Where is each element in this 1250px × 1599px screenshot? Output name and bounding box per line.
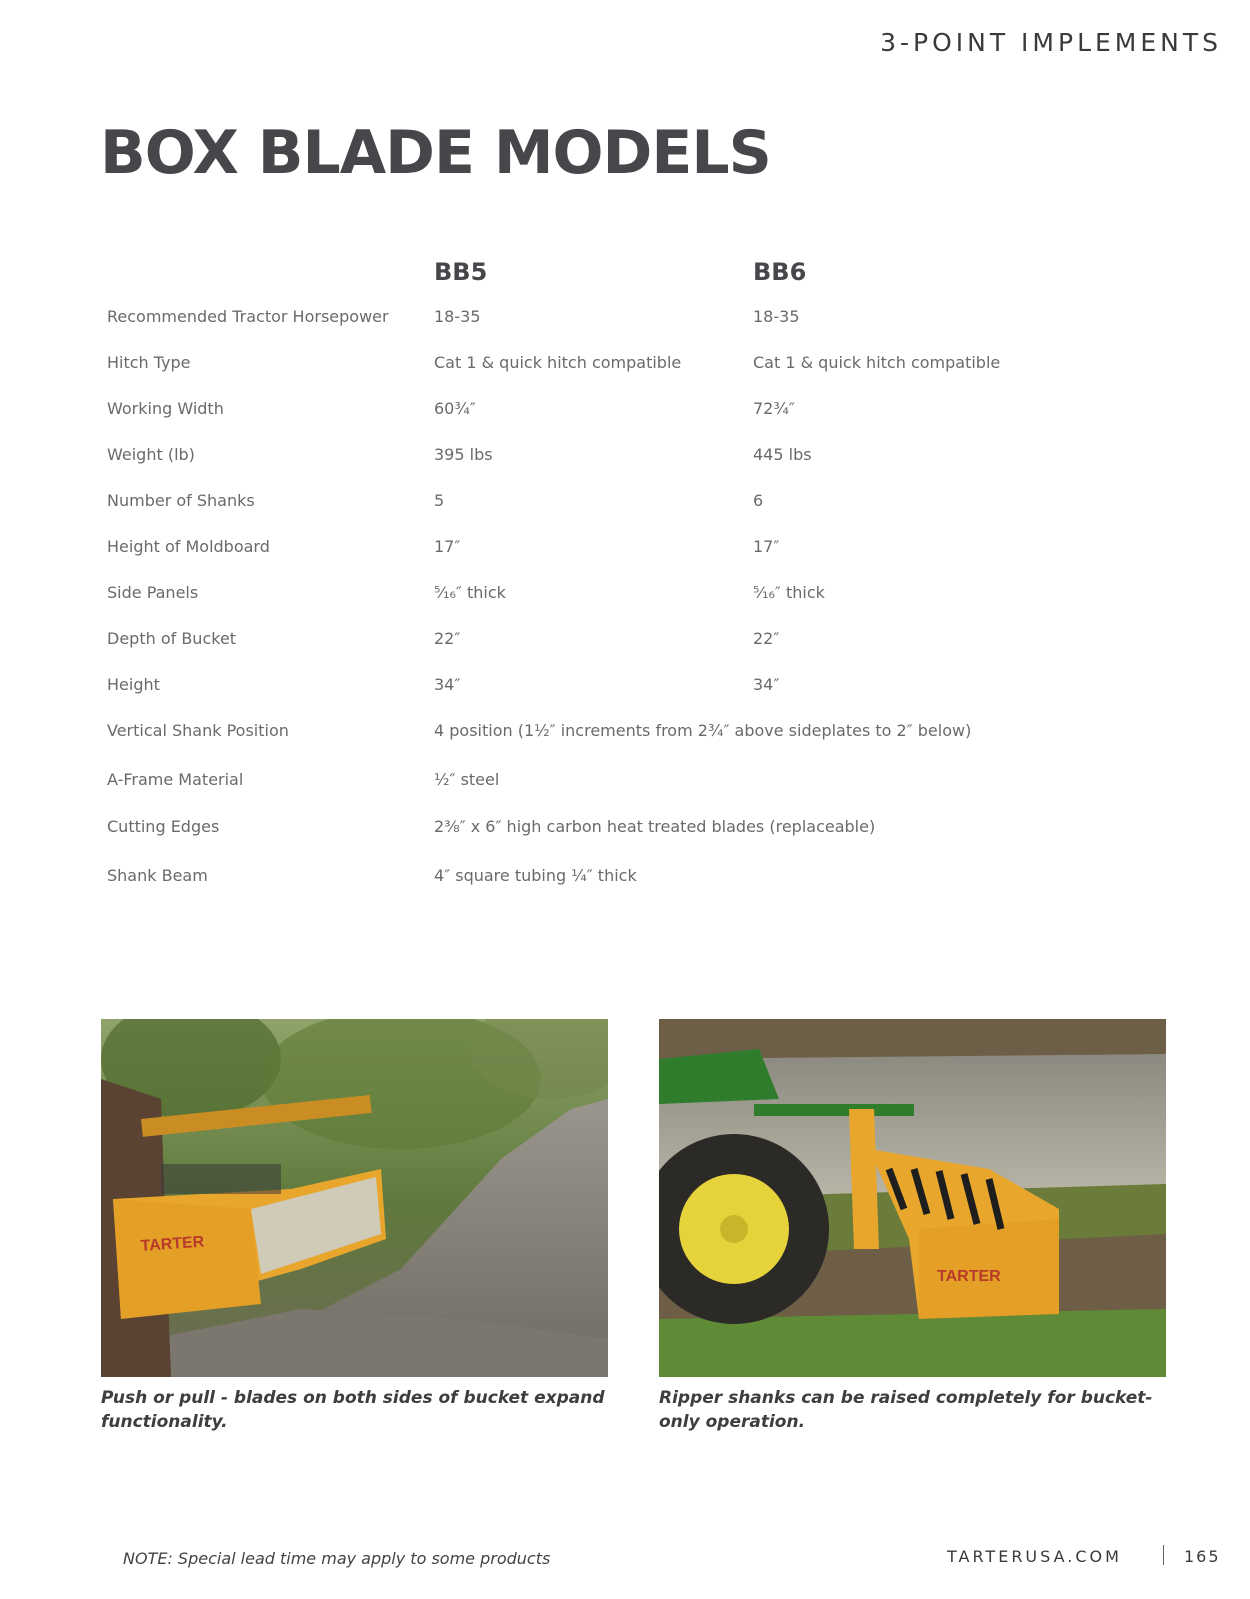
spec-value-bb6: 72¾″ xyxy=(753,399,795,418)
spec-value-bb6: 22″ xyxy=(753,629,780,648)
footer-divider xyxy=(1163,1545,1164,1565)
spec-label: Height xyxy=(107,675,160,694)
model-heading-bb6: BB6 xyxy=(753,258,807,286)
photo-caption-right: Ripper shanks can be raised completely for bucket-only operation. xyxy=(659,1388,1153,1432)
spec-row xyxy=(0,770,1250,800)
photo-gravel-box-blade-image xyxy=(101,1019,608,1377)
spec-value-bb5: 34″ xyxy=(434,675,461,694)
spec-value-bb5: Cat 1 & quick hitch compatible xyxy=(434,353,682,372)
page-title: BOX BLADE MODELS xyxy=(100,118,771,188)
spec-label: Shank Beam xyxy=(107,866,208,885)
spec-label: Working Width xyxy=(107,399,224,418)
spec-label: Weight (lb) xyxy=(107,445,195,464)
page-number: 165 xyxy=(1184,1547,1221,1566)
spec-value-both: ½″ steel xyxy=(434,770,500,789)
spec-label: A-Frame Material xyxy=(107,770,244,789)
spec-row xyxy=(0,307,1250,337)
spec-value-bb5: ⁵⁄₁₆″ thick xyxy=(434,583,506,602)
spec-value-bb5: 22″ xyxy=(434,629,461,648)
spec-row xyxy=(0,583,1250,613)
spec-row xyxy=(0,817,1250,847)
spec-value-bb6: Cat 1 & quick hitch compatible xyxy=(753,353,1001,372)
photo-ripper-shanks xyxy=(659,1019,1166,1377)
spec-row xyxy=(0,399,1250,429)
tarter-logo: TARTER xyxy=(140,1233,205,1255)
spec-row xyxy=(0,675,1250,705)
spec-label: Depth of Bucket xyxy=(107,629,237,648)
spec-value-both: 4 position (1½″ increments from 2¾″ above sideplates to 2″ below) xyxy=(434,721,972,740)
lead-time-note: NOTE: Special lead time may apply to some products xyxy=(123,1549,551,1568)
spec-label: Recommended Tractor Horsepower xyxy=(107,307,389,326)
spec-label: Vertical Shank Position xyxy=(107,721,289,740)
section-header: 3-POINT IMPLEMENTS xyxy=(880,28,1222,57)
model-heading-bb5: BB5 xyxy=(434,258,488,286)
spec-value-bb5: 18-35 xyxy=(434,307,481,326)
spec-value-bb6: 18-35 xyxy=(753,307,800,326)
spec-label: Height of Moldboard xyxy=(107,537,270,556)
spec-row xyxy=(0,491,1250,521)
photo-caption-left: Push or pull - blades on both sides of bucket expand functionality. xyxy=(101,1388,605,1432)
spec-label: Number of Shanks xyxy=(107,491,255,510)
photo-gravel-box-blade xyxy=(101,1019,608,1377)
spec-value-bb6: 6 xyxy=(753,491,764,510)
spec-value-bb5: 60¾″ xyxy=(434,399,476,418)
tarter-logo: TARTER xyxy=(937,1268,1001,1285)
spec-label: Side Panels xyxy=(107,583,199,602)
spec-value-both: 4″ square tubing ¼″ thick xyxy=(434,866,637,885)
spec-row xyxy=(0,537,1250,567)
spec-value-bb6: 17″ xyxy=(753,537,780,556)
spec-row xyxy=(0,721,1250,751)
spec-label: Cutting Edges xyxy=(107,817,220,836)
spec-value-bb6: 34″ xyxy=(753,675,780,694)
spec-row xyxy=(0,353,1250,383)
spec-value-bb6: ⁵⁄₁₆″ thick xyxy=(753,583,825,602)
photo-ripper-shanks-image xyxy=(659,1019,1166,1377)
spec-row xyxy=(0,629,1250,659)
spec-value-bb5: 5 xyxy=(434,491,445,510)
footer-website: TARTERUSA.COM xyxy=(947,1547,1122,1566)
spec-value-bb5: 17″ xyxy=(434,537,461,556)
spec-value-bb6: 445 lbs xyxy=(753,445,812,464)
spec-value-both: 2⅜″ x 6″ high carbon heat treated blades (replaceable) xyxy=(434,817,876,836)
spec-row xyxy=(0,445,1250,475)
spec-value-bb5: 395 lbs xyxy=(434,445,493,464)
spec-label: Hitch Type xyxy=(107,353,191,372)
spec-row xyxy=(0,866,1250,896)
